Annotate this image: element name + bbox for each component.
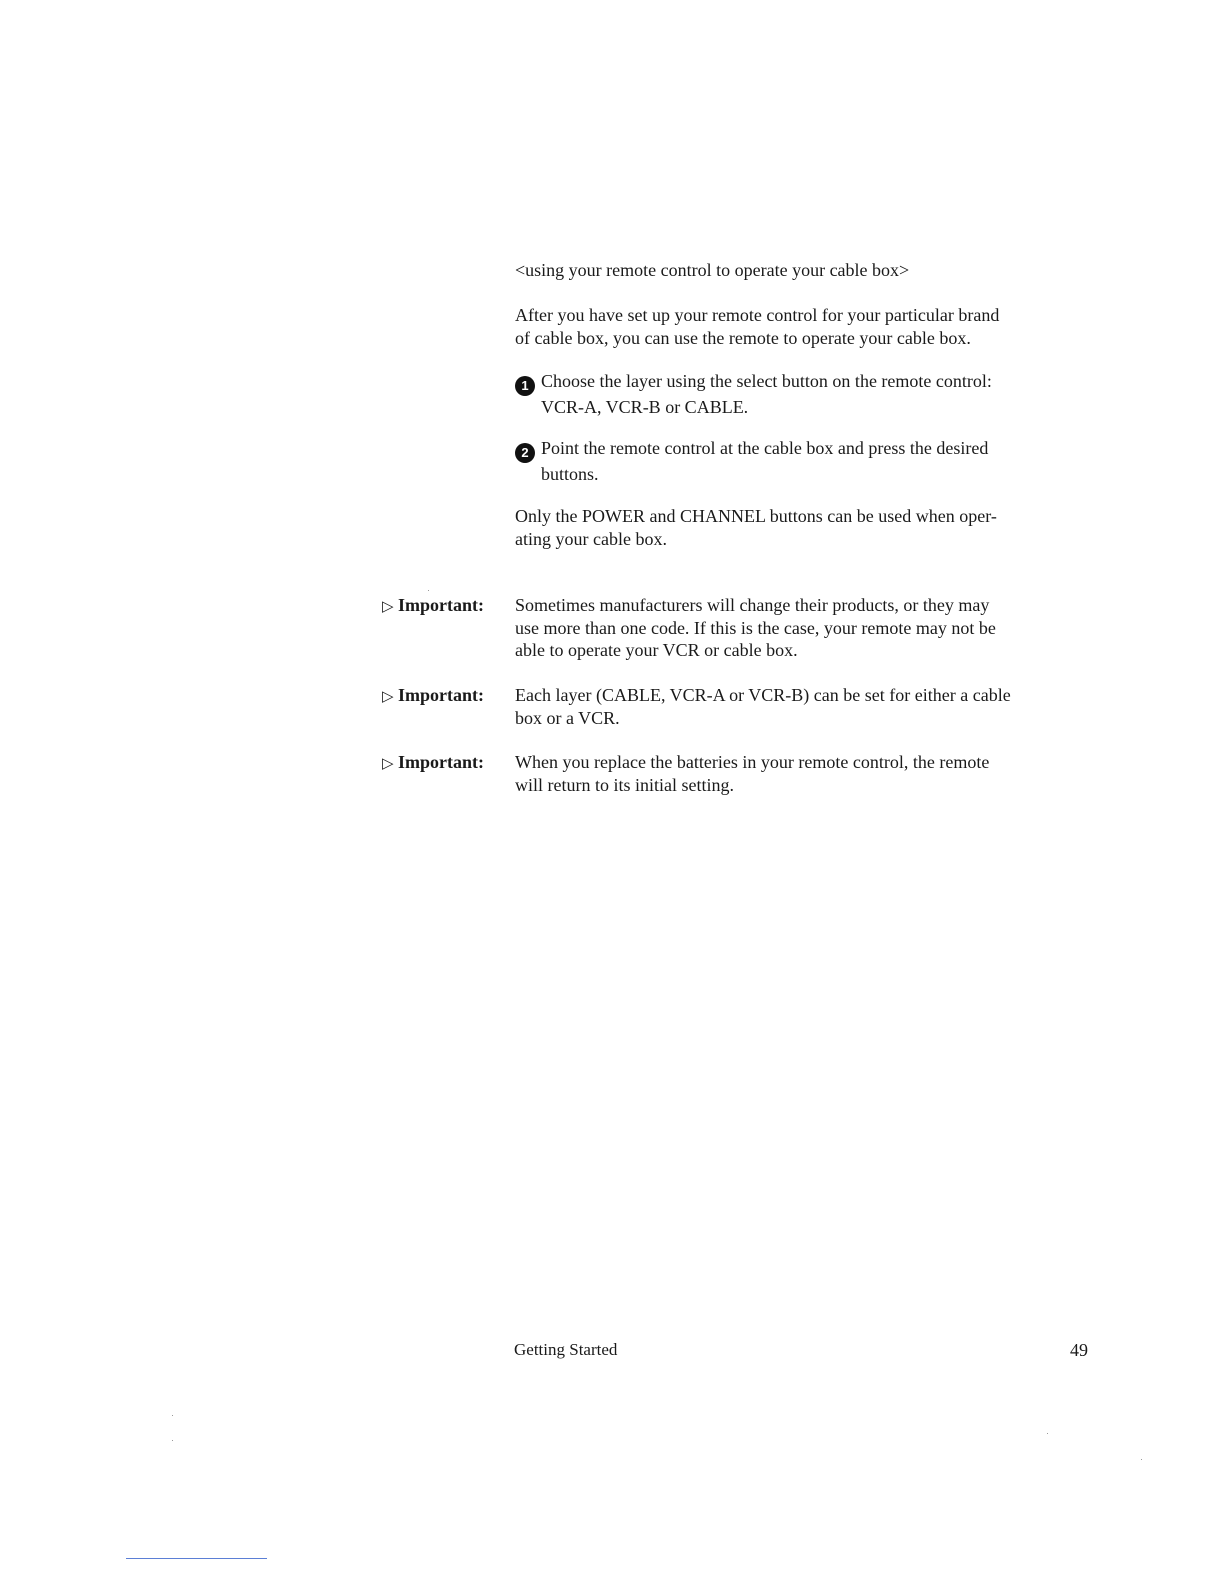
step-1-line: VCR-A, VCR-B or CABLE. (541, 397, 749, 417)
section-heading: <using your remote control to operate your cable box> (515, 260, 910, 280)
important-line: use more than one code. If this is the case, your remote may not be (515, 617, 996, 638)
important-label (382, 594, 510, 618)
important-line: When you replace the batteries in your remote control, the remote (515, 752, 990, 772)
intro-paragraph (515, 304, 1105, 349)
note-line: Only the POWER and CHANNEL buttons can be used when oper- (515, 506, 997, 526)
important-text (515, 594, 1090, 662)
footer-section-title: Getting Started (514, 1340, 618, 1359)
step-1-line: Choose the layer using the select button on the remote control: (541, 371, 992, 391)
important-label-text: Important: (398, 752, 484, 772)
note-line: ating your cable box. (515, 528, 667, 549)
note-paragraph (515, 505, 1105, 550)
triangle-arrow-icon: ▷ (382, 754, 394, 772)
step-number-2-icon: 2 (515, 443, 535, 463)
scan-speck (1141, 1459, 1142, 1460)
important-text (515, 751, 1090, 796)
important-line: box or a VCR. (515, 707, 620, 728)
triangle-arrow-icon: ▷ (382, 597, 394, 615)
important-label (382, 684, 510, 708)
intro-line: of cable box, you can use the remote to operate your cable box. (515, 327, 971, 348)
scan-speck (172, 1415, 173, 1416)
step-number-1-icon: 1 (515, 376, 535, 396)
step-2-line: buttons. (541, 464, 599, 484)
important-text (515, 684, 1090, 729)
important-line: will return to its initial setting. (515, 774, 734, 795)
important-label (382, 751, 510, 775)
triangle-arrow-icon: ▷ (382, 687, 394, 705)
important-label-text: Important: (398, 595, 484, 615)
intro-line: After you have set up your remote control for your particular brand (515, 305, 1000, 325)
page-number: 49 (1070, 1340, 1088, 1360)
important-label-text: Important: (398, 685, 484, 705)
step-2 (515, 437, 1105, 486)
step-1 (515, 370, 1105, 419)
important-line: Sometimes manufacturers will change their products, or they may (515, 595, 990, 615)
scan-speck (1047, 1433, 1048, 1434)
important-line: Each layer (CABLE, VCR-A or VCR-B) can be set for either a cable (515, 685, 1011, 705)
important-line: able to operate your VCR or cable box. (515, 640, 798, 660)
scan-speck (428, 590, 429, 591)
step-2-line: Point the remote control at the cable box and press the desired (541, 438, 989, 458)
scan-speck (172, 1440, 173, 1441)
scan-artifact-line (126, 1558, 267, 1559)
